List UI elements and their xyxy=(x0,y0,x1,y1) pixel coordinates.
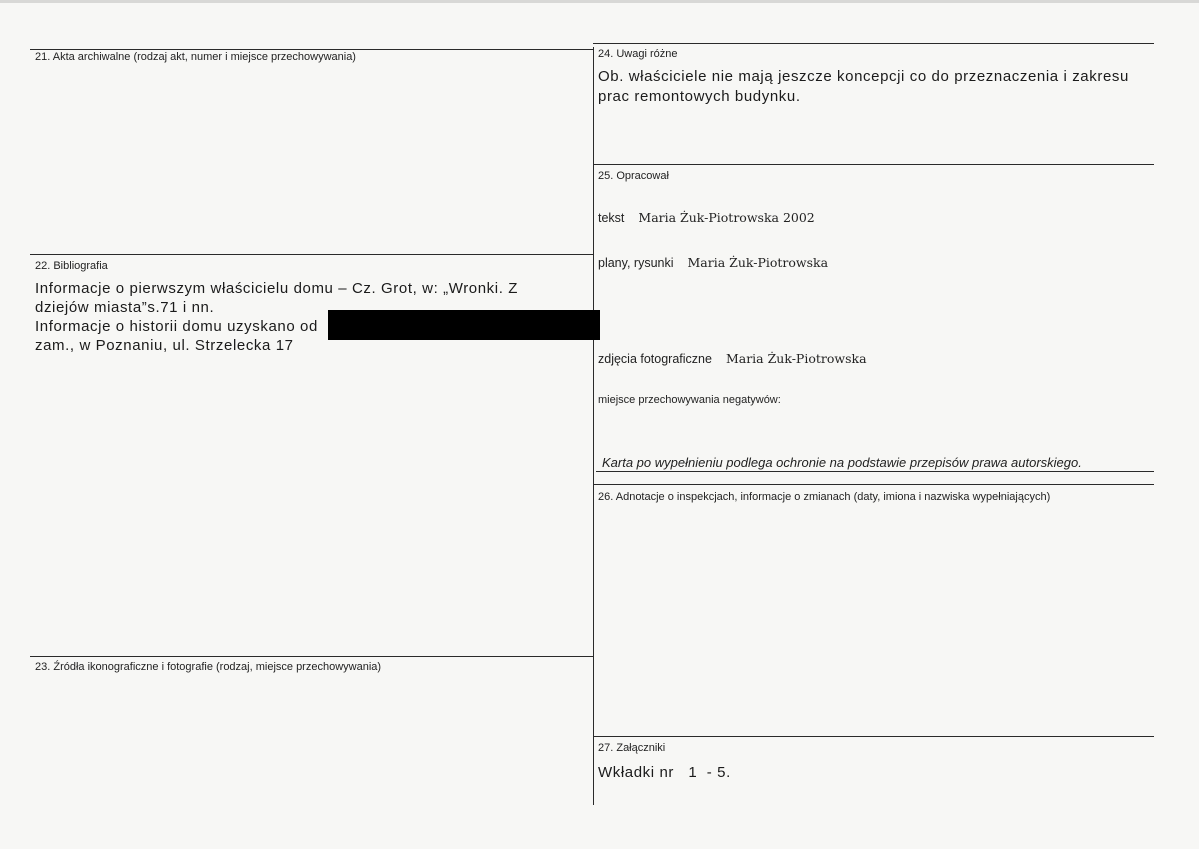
uwagi-line-1: Ob. właściciele nie mają jeszcze koncepcji co do przeznaczenia i zakresu xyxy=(598,68,1129,85)
rule-top-left xyxy=(30,49,594,50)
plany-value: Maria Żuk-Piotrowska xyxy=(687,255,829,270)
section-26-label: 26. Adnotacje o inspekcjach, informacje o zmianach (daty, imiona i nazwiska wypełniających) xyxy=(598,491,1051,503)
tekst-value: Maria Żuk-Piotrowska 2002 xyxy=(638,210,815,225)
bibliografia-line-4: zam., w Poznaniu, ul. Strzelecka 17 xyxy=(35,337,294,354)
plany-row xyxy=(598,255,828,270)
uwagi-line-2: prac remontowych budynku. xyxy=(598,88,801,105)
bibliografia-line-2: dziejów miasta”s.71 i nn. xyxy=(35,299,215,316)
zdjecia-label: zdjęcia fotograficzne xyxy=(598,352,712,366)
rule-zalaczniki xyxy=(593,736,1154,737)
section-25-label: 25. Opracował xyxy=(598,170,669,182)
rule-top-right xyxy=(593,43,1154,44)
rule-adnotacje xyxy=(593,484,1154,485)
rule-notice xyxy=(596,471,1154,472)
bibliografia-line-3: Informacje o historii domu uzyskano od xyxy=(35,318,318,335)
zalaczniki-value: Wkładki nr 1 - 5. xyxy=(598,764,731,781)
tekst-label: tekst xyxy=(598,211,625,225)
rule-zrodla xyxy=(30,656,594,657)
section-22-label: 22. Bibliografia xyxy=(35,260,108,272)
section-27-label: 27. Załączniki xyxy=(598,742,666,754)
section-23-label: 23. Źródła ikonograficzne i fotografie (rodzaj, miejsce przechowywania) xyxy=(35,661,382,673)
plany-label: plany, rysunki xyxy=(598,256,674,270)
copyright-notice: Karta po wypełnieniu podlega ochronie na podstawie przepisów prawa autorskiego. xyxy=(602,455,1082,470)
section-24-label: 24. Uwagi różne xyxy=(598,48,678,60)
rule-opracowal xyxy=(593,164,1154,165)
redaction-block xyxy=(328,310,600,340)
zdjecia-row xyxy=(598,351,867,366)
zdjecia-value: Maria Żuk-Piotrowska xyxy=(725,351,867,366)
tekst-row xyxy=(598,210,815,225)
negatywy-label: miejsce przechowywania negatywów: xyxy=(598,394,781,406)
rule-bibliografia xyxy=(30,254,594,255)
center-divider xyxy=(593,47,594,805)
section-21-label: 21. Akta archiwalne (rodzaj akt, numer i miejsce przechowywania) xyxy=(35,51,356,63)
bibliografia-line-1: Informacje o pierwszym właścicielu domu – Cz. Grot, w: „Wronki. Z xyxy=(35,280,519,297)
